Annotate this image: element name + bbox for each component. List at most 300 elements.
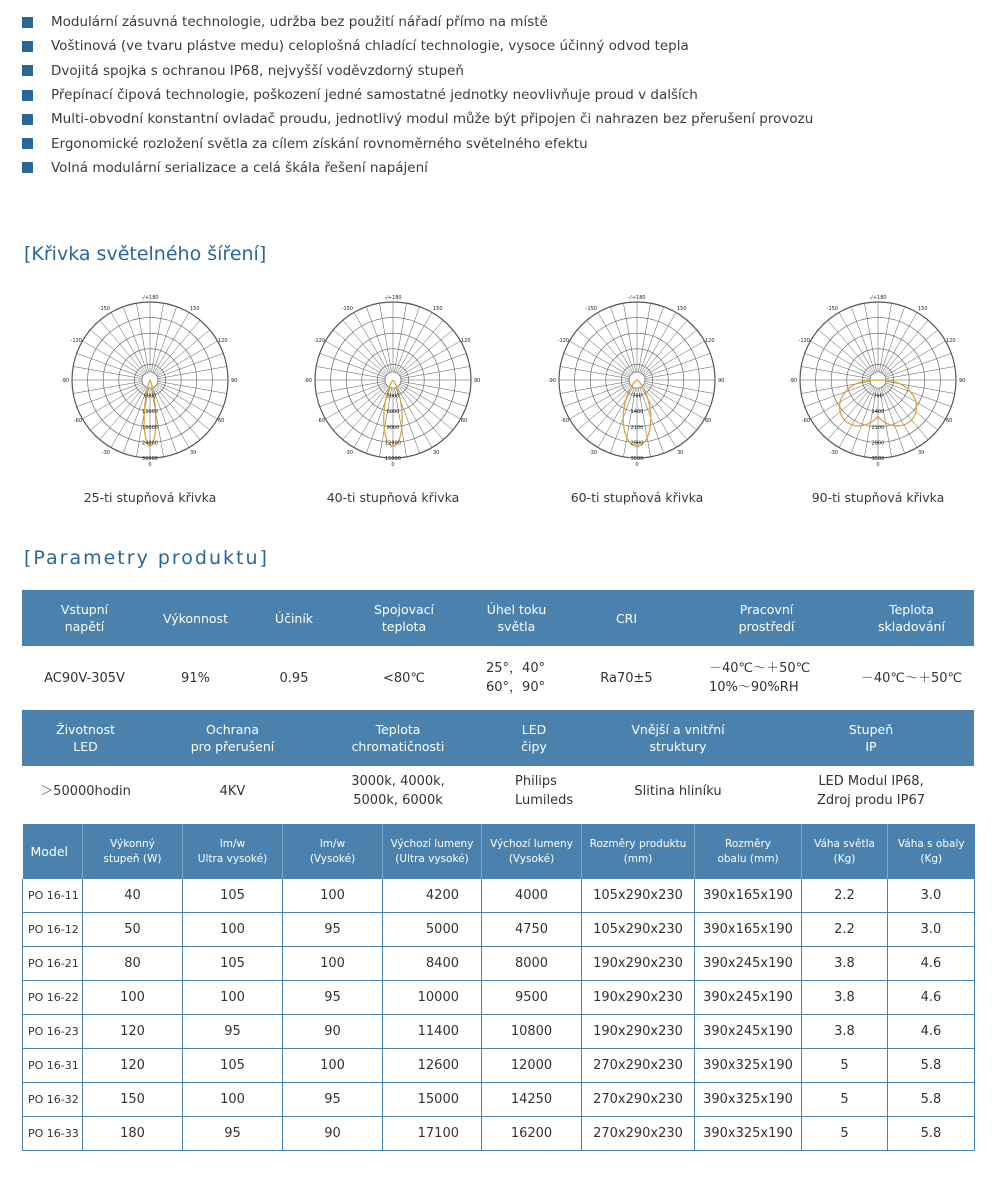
square-bullet-icon: [22, 41, 33, 52]
cell-line: Vstupní: [60, 602, 109, 617]
angle-tick-label: -120: [557, 338, 569, 344]
model-value-cell: 4.6: [888, 947, 975, 981]
model-name-cell: PO 16-33: [23, 1116, 83, 1150]
model-header-cell: [888, 824, 975, 879]
angle-tick-label: 120: [218, 338, 228, 344]
curve-label: 60-ti stupňová křivka: [570, 490, 704, 505]
angle-tick-label: 120: [705, 338, 715, 344]
polar-curve-40: [273, 290, 513, 505]
cell-line: LED: [521, 722, 547, 737]
header-line: Rozměry produktu: [589, 837, 687, 850]
model-value-cell: 390x245x190: [695, 981, 802, 1015]
table-row: [23, 913, 975, 947]
cell-line: čipy: [521, 739, 547, 754]
header-line: Model: [30, 844, 69, 859]
model-value-cell: 5: [802, 1082, 888, 1116]
model-value-cell: 100: [183, 1082, 283, 1116]
model-value-cell: 100: [183, 981, 283, 1015]
angle-tick-label: 90: [718, 378, 725, 384]
model-value-cell: 40: [83, 879, 183, 913]
model-value-cell: 95: [283, 913, 383, 947]
params-value-row-2: [22, 766, 974, 816]
angle-tick-label: 150: [433, 306, 443, 312]
angle-tick-label: 60: [218, 418, 225, 424]
params2-values-cell: [149, 782, 316, 801]
cell-line: Vnější a vnitřní: [631, 722, 725, 737]
angle-tick-label: 150: [190, 306, 200, 312]
ring-label: 12000: [385, 440, 401, 447]
ring-label: 2800: [871, 440, 885, 447]
model-header-cell: [582, 824, 695, 879]
params2-headers-cell: [768, 721, 974, 755]
model-value-cell: 120: [83, 1015, 183, 1049]
model-value-cell: 180: [83, 1116, 183, 1150]
header-line: (Vysoké): [309, 852, 356, 865]
model-header-cell: [23, 824, 83, 879]
angle-tick-label: -/+180: [628, 295, 646, 301]
angle-tick-label: 120: [946, 338, 956, 344]
model-value-cell: 105x290x230: [582, 913, 695, 947]
cell-line: Philips: [515, 774, 557, 789]
angle-tick-label: -30: [588, 450, 597, 456]
cell-line: 5000k, 6000k: [353, 793, 443, 808]
angle-label-bottom: 0: [148, 462, 152, 468]
header-line: obalu (mm): [717, 852, 779, 865]
feature-item: [22, 59, 962, 83]
angle-tick-label: 120: [461, 338, 471, 344]
model-value-cell: 100: [83, 981, 183, 1015]
curve-label: 40-ti stupňová křivka: [326, 490, 460, 505]
ring-label: 15000: [385, 456, 401, 462]
cell-line: Účiník: [274, 610, 314, 626]
cell-line: Životnost: [56, 722, 115, 737]
model-value-cell: 5.8: [888, 1116, 975, 1150]
cell-line: Ochrana: [205, 722, 259, 737]
cell-line: <80℃: [382, 670, 426, 686]
model-value-cell: 90: [283, 1116, 383, 1150]
angle-tick-label: -90: [547, 378, 556, 384]
angle-tick-label: -120: [313, 338, 325, 344]
model-value-cell: 3.8: [802, 947, 888, 981]
cell-line: AC90V-305V: [44, 670, 125, 686]
model-name-cell: PO 16-21: [23, 947, 83, 981]
angle-tick-label: 30: [190, 450, 197, 456]
model-value-cell: 80: [83, 947, 183, 981]
params1-values-cell: [22, 669, 147, 688]
angle-tick-label: -120: [70, 338, 82, 344]
cell-line: IP: [865, 739, 877, 754]
model-value-cell: 150: [83, 1082, 183, 1116]
params1-headers-cell: [147, 610, 244, 627]
ring-label: 6000: [143, 393, 157, 400]
angle-tick-label: -60: [801, 418, 810, 424]
params-header-row-1: [22, 590, 974, 646]
model-name-cell: PO 16-12: [23, 913, 83, 947]
params2-headers-cell: [22, 721, 149, 755]
ring-label: 2100: [871, 424, 885, 431]
model-value-cell: 50: [83, 913, 183, 947]
params1-values-cell: [849, 669, 974, 688]
model-value-cell: 390x325x190: [695, 1082, 802, 1116]
ring-label: 30000: [142, 456, 158, 462]
cell-line: světla: [497, 619, 536, 634]
cell-line: 25°，40°: [486, 661, 546, 676]
feature-text: Modulární zásuvná technologie, udržba bez použití nářadí přímo na místě: [51, 14, 548, 31]
cell-line: prostředí: [738, 619, 795, 634]
params1-headers-cell: [569, 610, 684, 627]
cell-line: 3000k, 4000k,: [351, 774, 445, 789]
ring-label: 2100: [630, 424, 644, 431]
polar-curve-90: [758, 290, 998, 505]
model-name-cell: PO 16-32: [23, 1082, 83, 1116]
ring-label: 6000: [386, 409, 400, 416]
feature-text: Dvojitá spojka s ochranou IP68, nejvyšší voděvzdorný stupeň: [51, 62, 464, 79]
model-value-cell: 100: [183, 913, 283, 947]
params1-values-cell: [464, 659, 569, 697]
model-value-cell: 190x290x230: [582, 1015, 695, 1049]
params1-headers-cell: [244, 610, 344, 627]
params2-values-cell: [316, 772, 480, 810]
angle-label-bottom: 0: [391, 462, 395, 468]
params1-headers-cell: [344, 601, 464, 635]
model-table-header: [23, 824, 975, 879]
params2-headers-cell: [149, 721, 316, 755]
header-line: lm/w: [219, 837, 246, 850]
header-line: Váha s obaly: [897, 837, 965, 850]
cell-line: LED Modul IP68,: [818, 774, 924, 789]
model-value-cell: 14250: [482, 1082, 582, 1116]
angle-tick-label: -60: [560, 418, 569, 424]
cell-line: Výkonnost: [163, 610, 228, 626]
angle-tick-label: 60: [461, 418, 468, 424]
ring-label: 18000: [142, 424, 158, 431]
header-line: lm/w: [319, 837, 346, 850]
model-value-cell: 5.8: [888, 1082, 975, 1116]
model-header-cell: [383, 824, 482, 879]
curves-title: [Křivka světelného šíření]: [24, 243, 267, 265]
angle-tick-label: -/+180: [869, 295, 887, 301]
model-value-cell: 12600: [383, 1048, 482, 1082]
header-line: Rozměry: [725, 837, 771, 850]
angle-tick-label: -90: [60, 378, 69, 384]
polar-diagram: [788, 290, 968, 470]
header-line: (Kg): [833, 852, 856, 865]
model-value-cell: 190x290x230: [582, 947, 695, 981]
cell-line: 60°，90°: [486, 680, 546, 695]
angle-tick-label: -150: [98, 306, 110, 312]
model-value-cell: 95: [283, 981, 383, 1015]
model-name-cell: PO 16-11: [23, 879, 83, 913]
table-row: [23, 981, 975, 1015]
model-value-cell: 3.0: [888, 913, 975, 947]
polar-diagram: [547, 290, 727, 470]
model-value-cell: 16200: [482, 1116, 582, 1150]
model-value-cell: 10000: [383, 981, 482, 1015]
feature-text: Přepínací čipová technologie, poškození jedné samostatné jednotky neovlivňuje proud v dalších: [51, 87, 698, 104]
model-value-cell: 5.8: [888, 1048, 975, 1082]
ring-label: 700: [632, 393, 642, 400]
model-header-cell: [482, 824, 582, 879]
model-value-cell: 3.8: [802, 1015, 888, 1049]
model-name-cell: PO 16-23: [23, 1015, 83, 1049]
angle-label-bottom: 0: [876, 462, 880, 468]
cell-line: chromatičnosti: [351, 739, 445, 754]
model-value-cell: 10800: [482, 1015, 582, 1049]
ring-label: 2800: [630, 440, 644, 447]
params-title: [Parametry produktu]: [24, 547, 269, 569]
header-line: (Kg): [920, 852, 943, 865]
angle-label-bottom: 0: [635, 462, 639, 468]
header-line: stupeň (W): [103, 852, 162, 865]
angle-tick-label: -90: [303, 378, 312, 384]
model-value-cell: 4750: [482, 913, 582, 947]
cell-line: teplota: [381, 619, 427, 634]
model-value-cell: 270x290x230: [582, 1116, 695, 1150]
cell-line: 91%: [181, 670, 210, 686]
angle-tick-label: -30: [344, 450, 353, 456]
params1-headers-cell: [849, 601, 974, 635]
params1-values-cell: [147, 669, 244, 688]
params1-values-cell: [344, 669, 464, 688]
model-value-cell: 105x290x230: [582, 879, 695, 913]
model-value-cell: 105: [183, 879, 283, 913]
angle-tick-label: 150: [918, 306, 928, 312]
polar-diagram: [303, 290, 483, 470]
feature-item: [22, 10, 962, 34]
curve-label: 90-ti stupňová křivka: [811, 490, 945, 505]
polar-curve-60: [517, 290, 757, 505]
feature-text: Ergonomické rozložení světla za cílem získání rovnoměrného světelného efektu: [51, 135, 588, 152]
feature-item: [22, 131, 962, 155]
feature-text: Multi-obvodní konstantní ovladač proudu, jednotlivý modul může být připojen či nahrazen bez přerušení provozu: [51, 111, 814, 128]
ring-label: 3000: [386, 393, 400, 400]
cell-line: LED: [73, 739, 98, 754]
params2-values-cell: [480, 772, 588, 810]
cell-line: Slitina hliníku: [634, 783, 722, 799]
model-value-cell: 100: [283, 1048, 383, 1082]
model-table: [22, 824, 975, 1151]
cell-line: pro přerušení: [190, 739, 275, 754]
angle-tick-label: 60: [946, 418, 953, 424]
model-header-cell: [695, 824, 802, 879]
cell-line: Stupeň: [848, 722, 894, 737]
model-value-cell: 105: [183, 947, 283, 981]
cell-line: Pracovní: [739, 602, 794, 617]
model-value-cell: 4000: [482, 879, 582, 913]
params1-values-cell: [569, 669, 684, 688]
table-row: [23, 1116, 975, 1150]
angle-tick-label: -150: [341, 306, 353, 312]
square-bullet-icon: [22, 90, 33, 101]
params1-values-cell: [244, 669, 344, 688]
model-value-cell: 95: [283, 1082, 383, 1116]
model-value-cell: 4.6: [888, 981, 975, 1015]
header-line: (Vysoké): [508, 852, 555, 865]
ring-label: 12000: [142, 409, 158, 416]
model-value-cell: 390x325x190: [695, 1116, 802, 1150]
angle-tick-label: 30: [677, 450, 684, 456]
model-name-cell: PO 16-31: [23, 1048, 83, 1082]
model-value-cell: 90: [283, 1015, 383, 1049]
table-row: [23, 879, 975, 913]
angle-tick-label: -/+180: [141, 295, 159, 301]
model-name-cell: PO 16-22: [23, 981, 83, 1015]
cell-line: －40℃～＋50℃: [709, 661, 811, 676]
cell-line: 4KV: [219, 783, 246, 799]
feature-list: [22, 10, 962, 180]
params-table-1: [22, 590, 974, 710]
model-value-cell: 5: [802, 1116, 888, 1150]
square-bullet-icon: [22, 114, 33, 125]
model-value-cell: 95: [183, 1116, 283, 1150]
feature-item: [22, 83, 962, 107]
cell-line: Teplota: [889, 602, 934, 617]
params1-headers-cell: [684, 601, 849, 635]
model-value-cell: 100: [283, 947, 383, 981]
cell-line: 10%～90%RH: [709, 680, 799, 695]
ring-label: 9000: [386, 424, 400, 431]
table-row: [23, 1015, 975, 1049]
model-value-cell: 190x290x230: [582, 981, 695, 1015]
params2-values-cell: [768, 772, 974, 810]
model-value-cell: 12000: [482, 1048, 582, 1082]
angle-tick-label: -60: [316, 418, 325, 424]
table-row: [23, 947, 975, 981]
ring-label: 700: [873, 393, 883, 400]
angle-tick-label: -150: [826, 306, 838, 312]
header-line: Výchozí lumeny: [390, 837, 474, 850]
ring-label: 3500: [630, 456, 644, 462]
ring-label: 3500: [871, 456, 885, 462]
params2-headers-cell: [316, 721, 480, 755]
model-value-cell: 2.2: [802, 913, 888, 947]
model-value-cell: 2.2: [802, 879, 888, 913]
model-value-cell: 105: [183, 1048, 283, 1082]
model-value-cell: 8000: [482, 947, 582, 981]
header-line: (mm): [623, 852, 653, 865]
model-value-cell: 100: [283, 879, 383, 913]
light-distribution-curves: [0, 290, 1000, 510]
cell-line: Úhel toku: [486, 602, 547, 617]
polar-diagram: [60, 290, 240, 470]
feature-item: [22, 107, 962, 131]
model-value-cell: 390x245x190: [695, 1015, 802, 1049]
model-value-cell: 9500: [482, 981, 582, 1015]
model-value-cell: 17100: [383, 1116, 482, 1150]
model-value-cell: 3.8: [802, 981, 888, 1015]
cell-line: Lumileds: [515, 793, 574, 808]
cell-line: struktury: [649, 739, 707, 754]
header-line: Výkonný: [110, 837, 155, 850]
params1-headers-cell: [22, 601, 147, 635]
cell-line: －40℃～＋50℃: [860, 670, 963, 686]
square-bullet-icon: [22, 17, 33, 28]
model-header-cell: [283, 824, 383, 879]
model-value-cell: 270x290x230: [582, 1082, 695, 1116]
angle-tick-label: 90: [231, 378, 238, 384]
feature-text: Volná modulární serializace a celá škála řešení napájení: [51, 159, 428, 176]
cell-line: CRI: [615, 610, 638, 626]
cell-line: Ra70±5: [600, 670, 653, 686]
params2-headers-cell: [588, 721, 768, 755]
angle-tick-label: -150: [585, 306, 597, 312]
square-bullet-icon: [22, 138, 33, 149]
angle-tick-label: -120: [798, 338, 810, 344]
params1-values-cell: [684, 659, 849, 697]
angle-tick-label: -/+180: [384, 295, 402, 301]
cell-line: 0.95: [279, 670, 309, 686]
model-value-cell: 3.0: [888, 879, 975, 913]
angle-tick-label: -60: [73, 418, 82, 424]
model-value-cell: 4200: [383, 879, 482, 913]
angle-tick-label: 30: [918, 450, 925, 456]
feature-item: [22, 34, 962, 58]
square-bullet-icon: [22, 162, 33, 173]
params2-values-cell: [22, 782, 149, 801]
angle-tick-label: 150: [677, 306, 687, 312]
ring-label: 1400: [871, 409, 885, 416]
params-value-row-1: [22, 646, 974, 710]
angle-tick-label: -30: [101, 450, 110, 456]
model-header-cell: [802, 824, 888, 879]
model-value-cell: 4.6: [888, 1015, 975, 1049]
header-line: Výchozí lumeny: [490, 837, 573, 850]
model-value-cell: 11400: [383, 1015, 482, 1049]
feature-text: Voštinová (ve tvaru plástve medu) celoplošná chladící technologie, vysoce účinný odvod tepla: [51, 38, 689, 55]
params1-headers-cell: [464, 601, 569, 635]
header-line: (Ultra vysoké): [395, 852, 469, 865]
params-table-2: [22, 710, 974, 816]
model-header-cell: [183, 824, 283, 879]
table-row: [23, 1082, 975, 1116]
model-value-cell: 390x325x190: [695, 1048, 802, 1082]
model-header-cell: [83, 824, 183, 879]
cell-line: ＞50000hodin: [40, 783, 131, 799]
model-value-cell: 390x165x190: [695, 879, 802, 913]
feature-item: [22, 156, 962, 180]
params-header-row-2: [22, 710, 974, 766]
angle-tick-label: 90: [959, 378, 966, 384]
params2-values-cell: [588, 782, 768, 801]
model-value-cell: 15000: [383, 1082, 482, 1116]
table-row: [23, 1048, 975, 1082]
model-value-cell: 95: [183, 1015, 283, 1049]
model-value-cell: 8400: [383, 947, 482, 981]
angle-tick-label: -90: [788, 378, 797, 384]
header-line: Ultra vysoké): [197, 852, 268, 865]
model-value-cell: 120: [83, 1048, 183, 1082]
params2-headers-cell: [480, 721, 588, 755]
model-value-cell: 270x290x230: [582, 1048, 695, 1082]
cell-line: Zdroj produ IP67: [816, 793, 926, 808]
model-value-cell: 390x245x190: [695, 947, 802, 981]
polar-curve-25: [30, 290, 270, 505]
ring-label: 24000: [142, 440, 158, 447]
cell-line: Spojovací: [373, 602, 435, 617]
model-value-cell: 5000: [383, 913, 482, 947]
model-value-cell: 390x165x190: [695, 913, 802, 947]
header-line: Váha světla: [814, 837, 875, 850]
cell-line: Teplota: [375, 722, 421, 737]
model-value-cell: 5: [802, 1048, 888, 1082]
angle-tick-label: -30: [829, 450, 838, 456]
square-bullet-icon: [22, 65, 33, 76]
ring-label: 1400: [630, 409, 644, 416]
cell-line: napětí: [64, 619, 105, 634]
angle-tick-label: 30: [433, 450, 440, 456]
angle-tick-label: 90: [474, 378, 481, 384]
angle-tick-label: 60: [705, 418, 712, 424]
